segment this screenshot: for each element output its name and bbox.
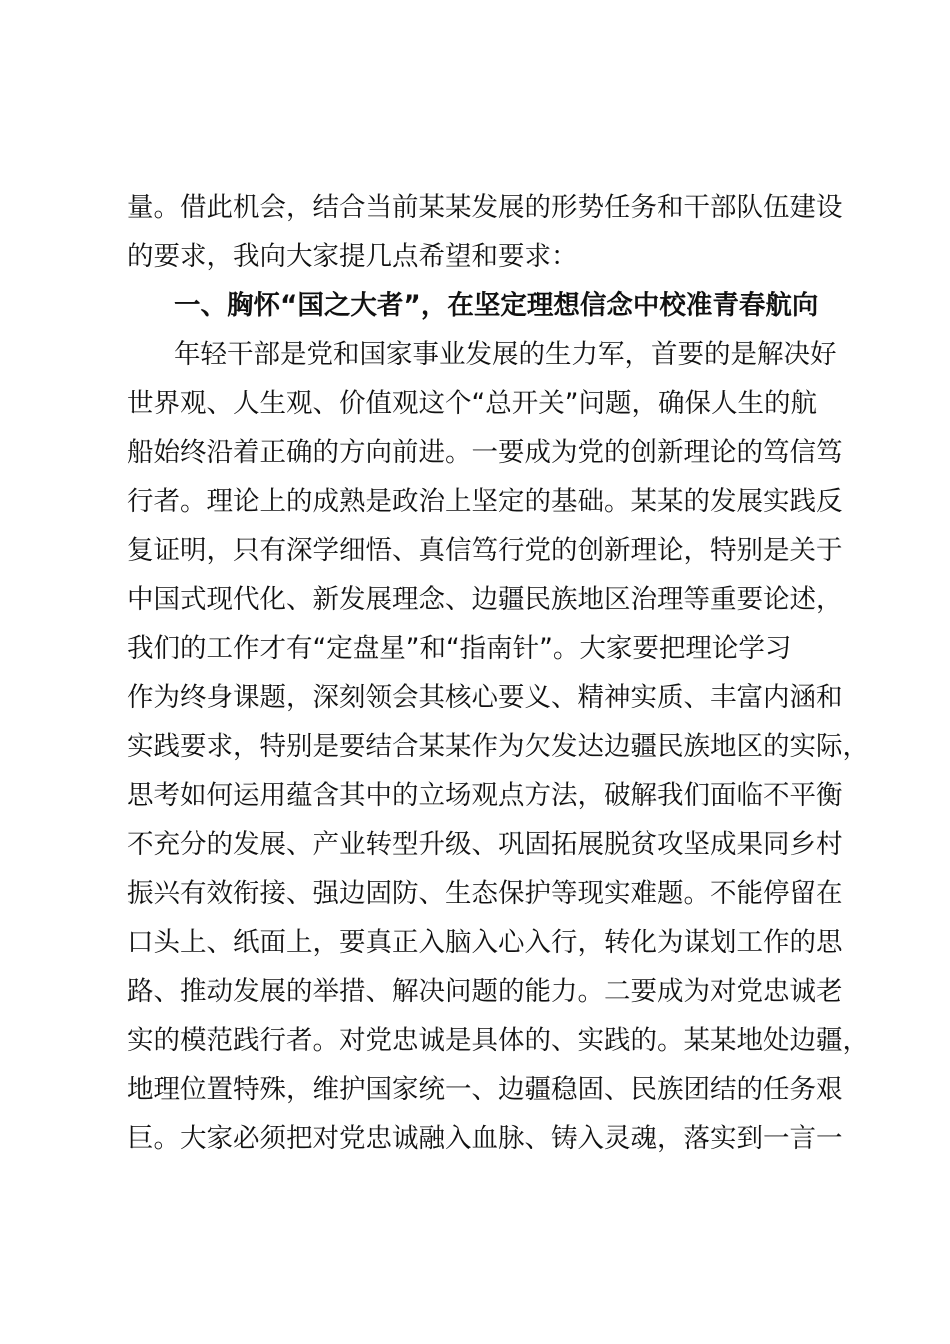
paragraph-line: 口头上、纸面上，要真正入脑入心入行，转化为谋划工作的思: [127, 927, 843, 958]
paragraph-line: 量。借此机会，结合当前某某发展的形势任务和干部队伍建设: [127, 192, 843, 223]
paragraph-line: 实的模范践行者。对党忠诚是具体的、实践的。某某地处边疆，: [127, 1025, 869, 1056]
paragraph-line: 世界观、人生观、价值观这个“总开关”问题，确保人生的航: [127, 388, 817, 419]
paragraph-line: 振兴有效衔接、强边固防、生态保护等现实难题。不能停留在: [127, 878, 843, 909]
paragraph-line: 地理位置特殊，维护国家统一、边疆稳固、民族团结的任务艰: [127, 1074, 843, 1105]
section-heading: 一、胸怀“国之大者”，在坚定理想信念中校准青春航向: [174, 290, 819, 321]
paragraph-line: 思考如何运用蕴含其中的立场观点方法，破解我们面临不平衡: [127, 780, 843, 811]
paragraph-line: 的要求，我向大家提几点希望和要求：: [127, 241, 578, 272]
paragraph-line: 不充分的发展、产业转型升级、巩固拓展脱贫攻坚成果同乡村: [127, 829, 843, 860]
paragraph-line: 复证明，只有深学细悟、真信笃行党的创新理论，特别是关于: [127, 535, 843, 566]
paragraph-line: 实践要求，特别是要结合某某作为欠发达边疆民族地区的实际，: [127, 731, 869, 762]
paragraph-line: 作为终身课题，深刻领会其核心要义、精神实质、丰富内涵和: [127, 682, 843, 713]
paragraph-line: 年轻干部是党和国家事业发展的生力军，首要的是解决好: [174, 339, 837, 370]
paragraph-line: 巨。大家必须把对党忠诚融入血脉、铸入灵魂，落实到一言一: [127, 1123, 843, 1154]
body-text: [127, 183, 869, 1163]
paragraph-line: 船始终沿着正确的方向前进。一要成为党的创新理论的笃信笃: [127, 437, 843, 468]
paragraph-line: 行者。理论上的成熟是政治上坚定的基础。某某的发展实践反: [127, 486, 843, 517]
paragraph-line: 路、推动发展的举措、解决问题的能力。二要成为对党忠诚老: [127, 976, 843, 1007]
paragraph-line: 中国式现代化、新发展理念、边疆民族地区治理等重要论述，: [127, 584, 843, 615]
paragraph-line: 我们的工作才有“定盘星”和“指南针”。大家要把理论学习: [127, 633, 792, 664]
